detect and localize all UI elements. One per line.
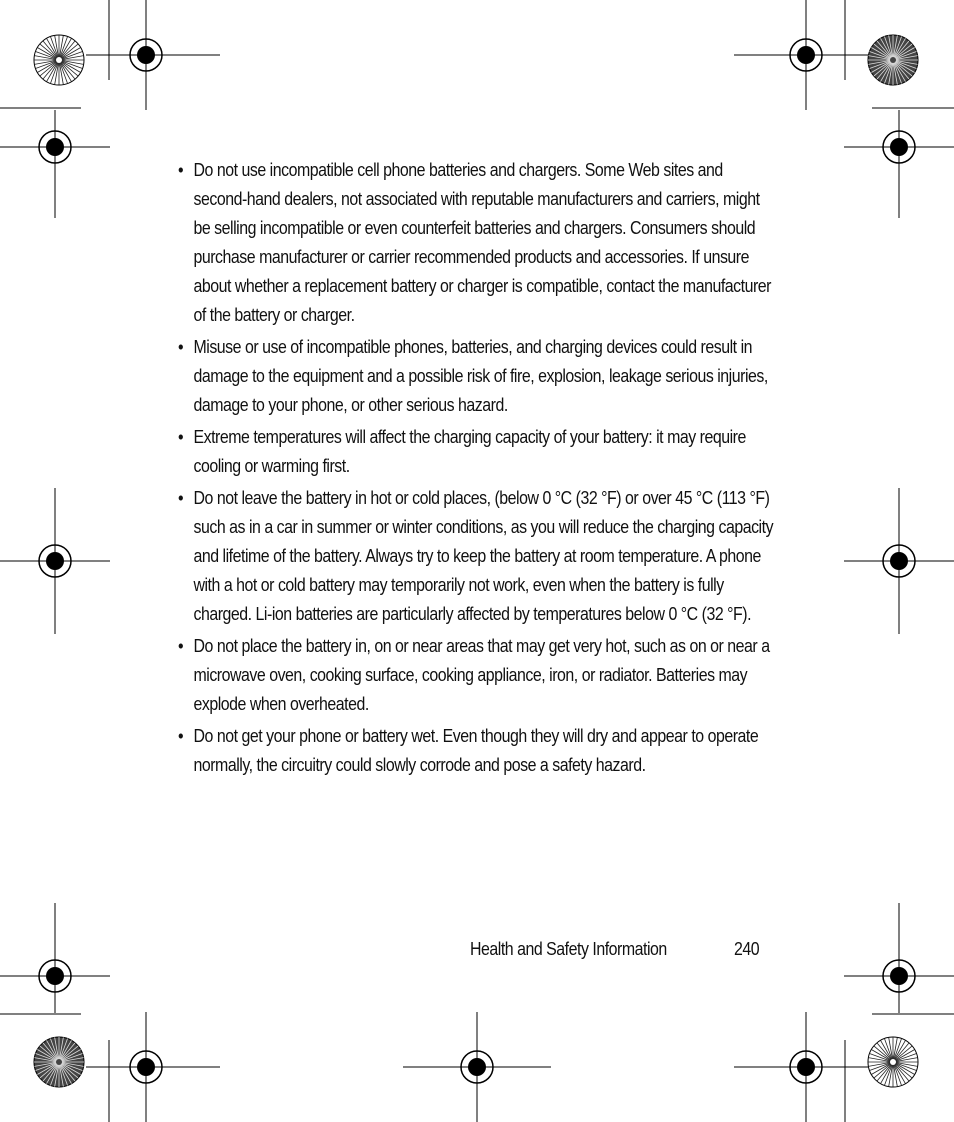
bullet-text: Do not use incompatible cell phone batteries and chargers. Some Web sites and second-hand dealers, not associated with reputable manufacturers and carriers, might be selling incompatible or even counterfeit batteries and chargers. Consumers should purchase manufacturer or carrier recommended products and accessories. If unsure about whether a replacement battery or charger is compatible, contact the manufacturer of the battery or charger. bbox=[193, 159, 771, 325]
bullet-item-misuse bbox=[178, 332, 778, 419]
bullet-item-extreme-temperatures bbox=[178, 422, 778, 480]
page-number: 240 bbox=[734, 938, 760, 959]
bullet-text: Extreme temperatures will affect the charging capacity of your battery: it may require cooling or warming first. bbox=[193, 426, 746, 476]
bullet-text: Do not get your phone or battery wet. Even though they will dry and appear to operate normally, the circuitry could slowly corrode and pose a safety hazard. bbox=[193, 725, 759, 775]
starburst-bottom-left-icon bbox=[34, 1037, 84, 1087]
bullet-dot-icon: • bbox=[178, 159, 184, 180]
bullet-dot-icon: • bbox=[178, 426, 184, 447]
bullet-item-hot-areas bbox=[178, 631, 778, 718]
bullet-text: Misuse or use of incompatible phones, batteries, and charging devices could result in damage to the equipment and a possible risk of fire, explosion, leakage serious injuries, damage to your phone, or other serious hazard. bbox=[193, 336, 768, 415]
bullet-text: Do not leave the battery in hot or cold places, (below 0 °C (32 °F) or over 45 °C (113 °F) such as in a car in summer or winter conditions, as you will reduce the charging capacity and lifetime of the battery. Always try to keep the battery at room temperature. A phone with a hot or cold battery may temporarily not work, even when the battery is fully charged. Li-ion batteries are particularly affected by temperatures below 0 °C (32 °F). bbox=[193, 487, 774, 624]
bullet-dot-icon: • bbox=[178, 487, 184, 508]
bullet-item-hot-cold-places bbox=[178, 483, 778, 628]
bullet-dot-icon: • bbox=[178, 336, 184, 357]
starburst-top-right-icon bbox=[868, 35, 918, 85]
bullet-item-incompatible-chargers bbox=[178, 155, 778, 329]
bullet-dot-icon: • bbox=[178, 725, 184, 746]
bullet-text: Do not place the battery in, on or near areas that may get very hot, such as on or near a microwave oven, cooking surface, cooking appliance, iron, or radiator. Batteries may explode when overheated. bbox=[193, 635, 770, 714]
bullet-item-wet bbox=[178, 721, 778, 779]
starburst-bottom-right-icon bbox=[868, 1037, 918, 1087]
bullet-dot-icon: • bbox=[178, 635, 184, 656]
starburst-top-left-icon bbox=[34, 35, 84, 85]
safety-bullet-list bbox=[178, 155, 778, 782]
footer-section-title: Health and Safety Information bbox=[470, 938, 667, 959]
